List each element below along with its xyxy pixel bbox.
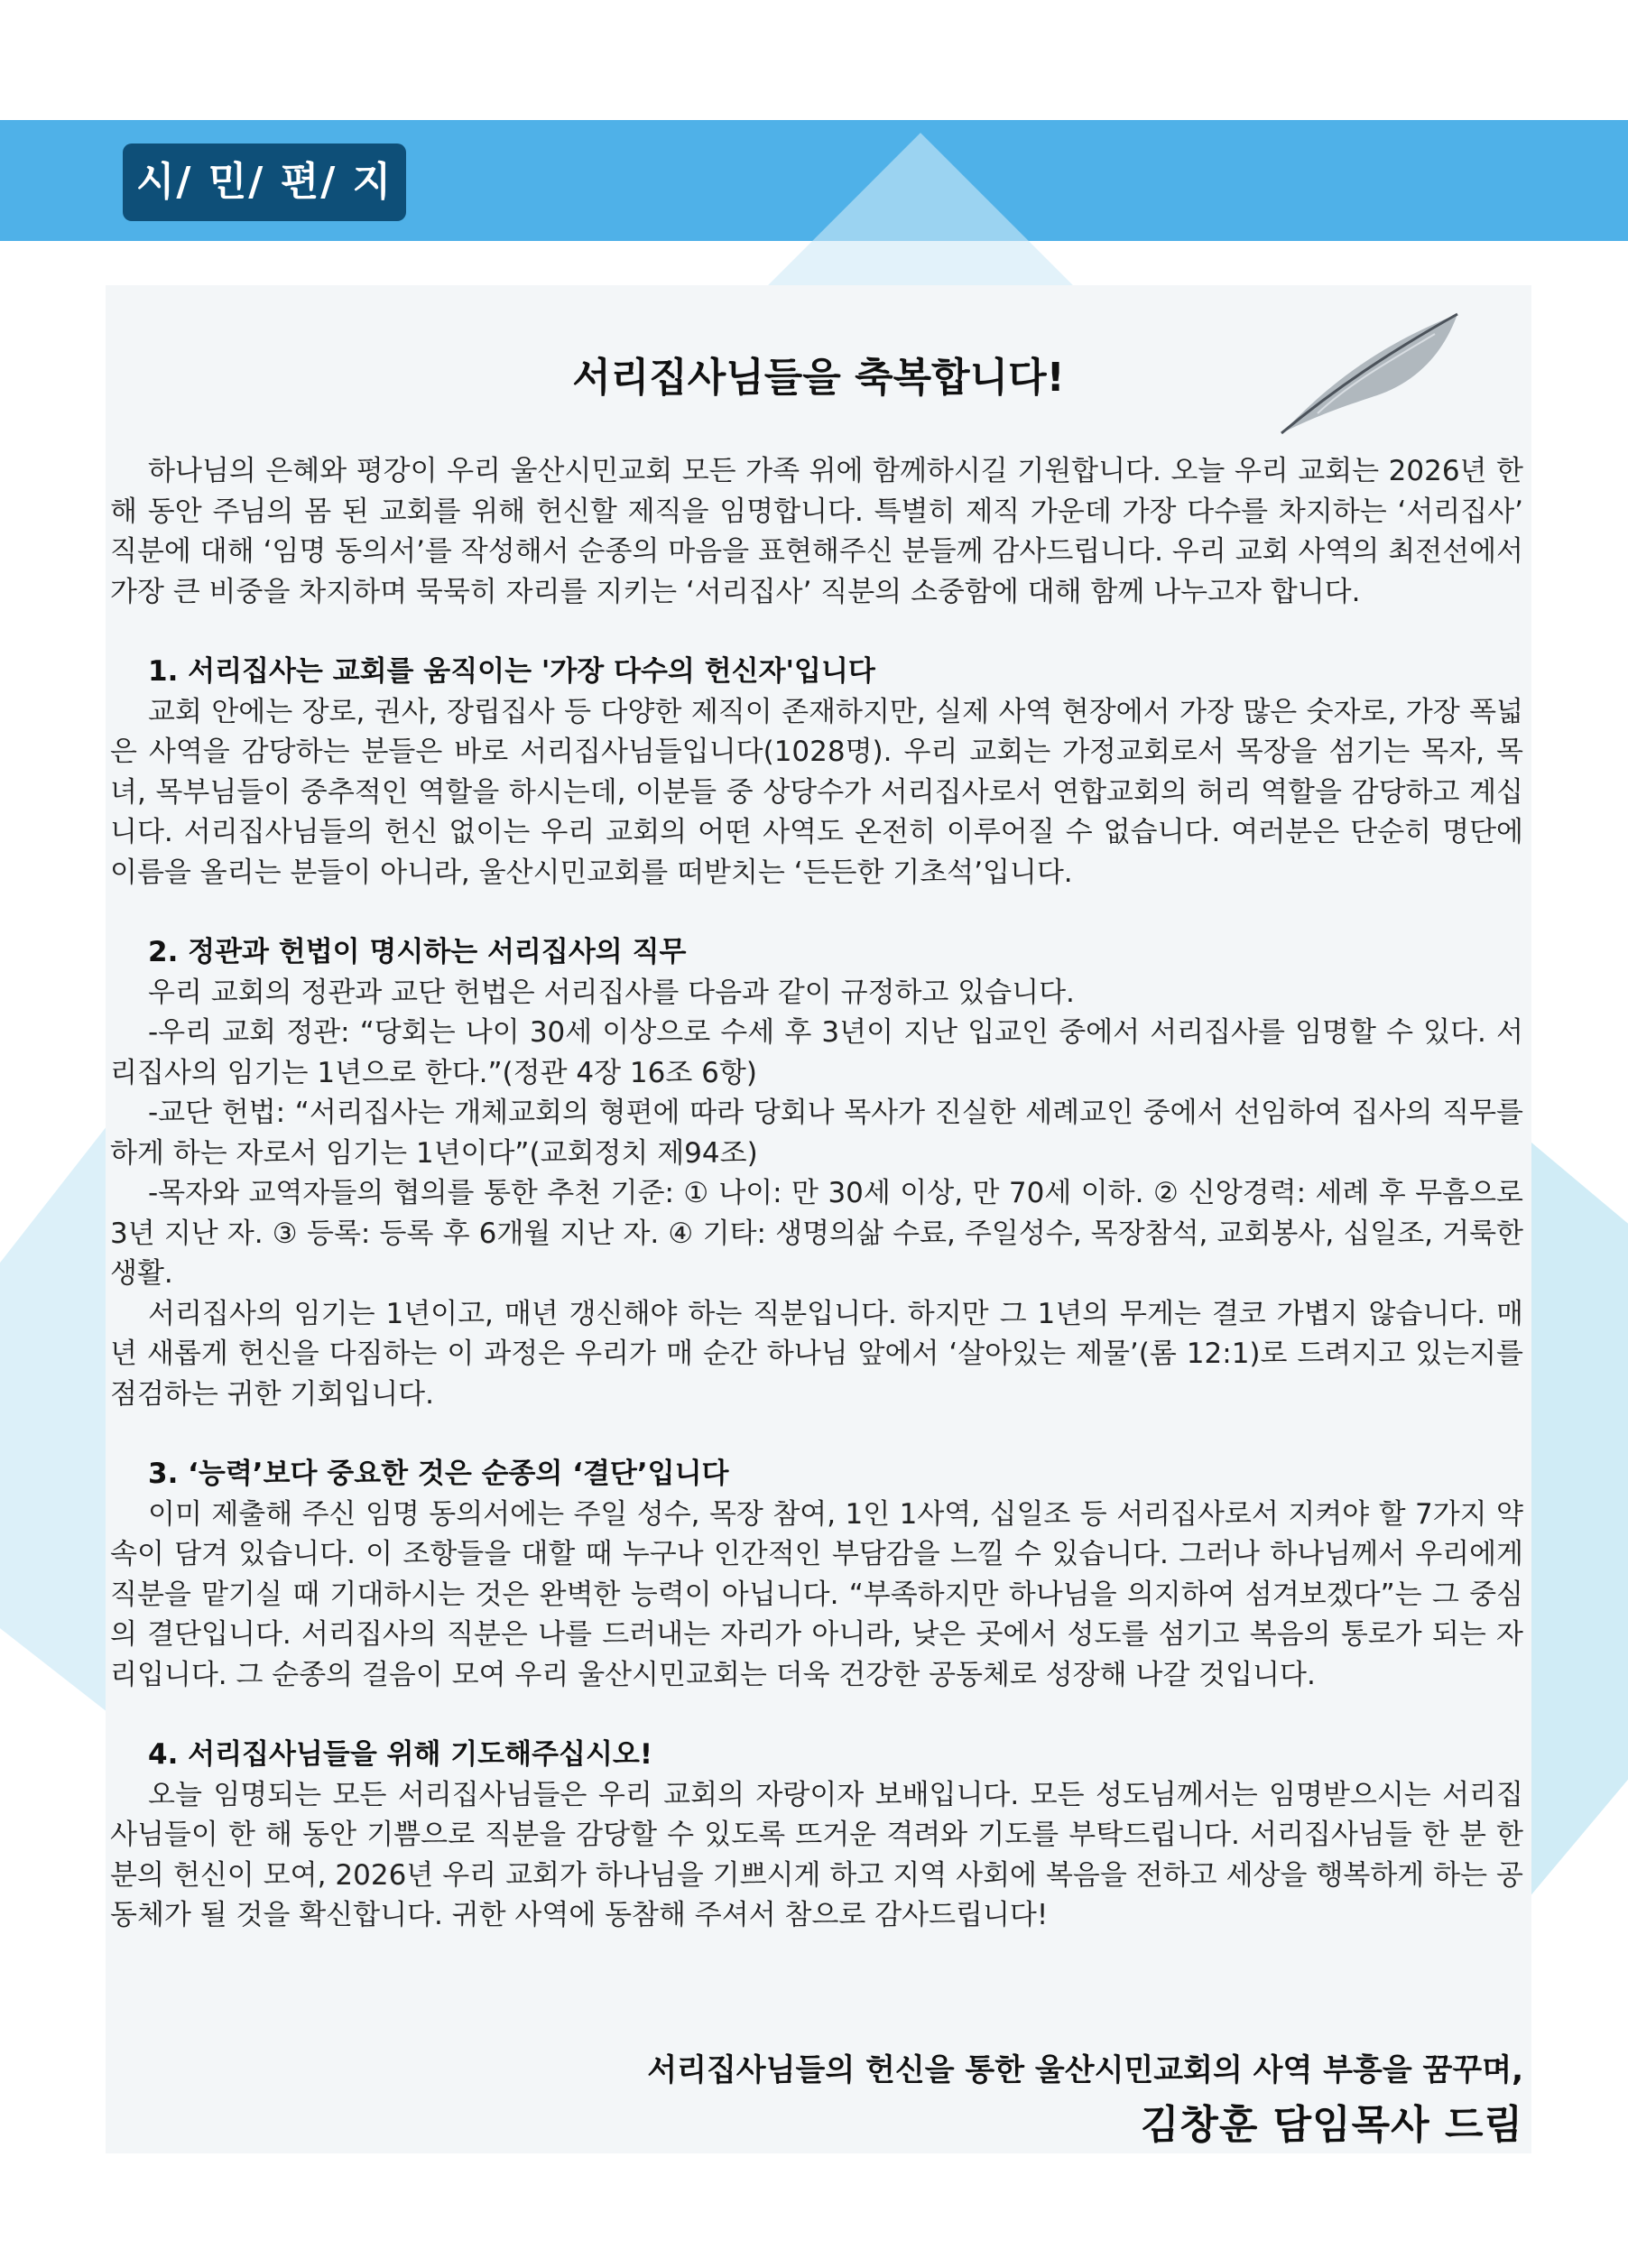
closing-line: 서리집사님들의 헌신을 통한 울산시민교회의 사역 부흥을 꿈꾸며, [647, 2052, 1523, 2088]
section-badge: 시/ 민/ 편/ 지 [123, 143, 406, 221]
signature: 김창훈 담임목사 드림 [1140, 2102, 1523, 2148]
letter-title: 서리집사님들을 축복합니다! [572, 355, 1065, 401]
section-paragraph: 오늘 임명되는 모든 서리집사님들은 우리 교회의 자랑이자 보배입니다. 모든 성도님께서는 임명받으시는 서리집사님들이 한 해 동안 기쁨으로 직분을 감당할 수 있도록 뜨거운 격려와 기도를 부탁드립니다. 서리집사님들 한 분 한 분의 헌신이 모여, 2026년 우리 교회가 하나님을 기쁘시게 하고 지역 사회에 복음을 전하고 세상을 행복하게 하는 공동체가 될 것을 확신합니다. 귀한 사역에 동참해 주셔서 참으로 감사드립니다! [110, 1778, 1523, 1931]
section-heading: 2. 정관과 헌법이 명시하는 서리집사의 직무 [148, 936, 687, 968]
section-heading: 4. 서리집사님들을 위해 기도해주십시오! [148, 1738, 652, 1771]
intro-paragraph: 하나님의 은혜와 평강이 우리 울산시민교회 모든 가족 위에 함께하시길 기원합니다. 오늘 우리 교회는 2026년 한 해 동안 주님의 몸 된 교회를 위해 헌신할 제직을 임명합니다. 특별히 제직 가운데 가장 다수를 차지하는 ‘서리집사’ 직분에 대해 ‘임명 동의서’를 작성해서 순종의 마음을 표현해주신 분들께 감사드립니다. 우리 교회 사역의 최전선에서 가장 큰 비중을 차지하며 묵묵히 자리를 지키는 ‘서리집사’ 직분의 소중함에 대해 함께 나누고자 합니다. [110, 455, 1523, 608]
section-paragraph: 우리 교회의 정관과 교단 헌법은 서리집사를 다음과 같이 규정하고 있습니다. [148, 976, 1075, 1009]
section-paragraph: -우리 교회 정관: “당회는 나이 30세 이상으로 수세 후 3년이 지난 입교인 중에서 서리집사를 임명할 수 있다. 서리집사의 임기는 1년으로 한다.”(정관 4장 16조 6항) [110, 1016, 1523, 1089]
section-heading: 3. ‘능력’보다 중요한 것은 순종의 ‘결단’입니다 [148, 1458, 729, 1490]
section-paragraph: 서리집사의 임기는 1년이고, 매년 갱신해야 하는 직분입니다. 하지만 그 1년의 무게는 결코 가볍지 않습니다. 매년 새롭게 헌신을 다짐하는 이 과정은 우리가 매 순간 하나님 앞에서 ‘살아있는 제물’(롬 12:1)로 드려지고 있는지를 점검하는 귀한 기회입니다. [110, 1297, 1523, 1411]
section-paragraph: 교회 안에는 장로, 권사, 장립집사 등 다양한 제직이 존재하지만, 실제 사역 현장에서 가장 많은 숫자로, 가장 폭넓은 사역을 감당하는 분들은 바로 서리집사님들입니다(1028명). 우리 교회는 가정교회로서 목장을 섬기는 목자, 목녀, 목부님들이 중추적인 역할을 하시는데, 이분들 중 상당수가 서리집사로서 연합교회의 허리 역할을 감당하고 계십니다. 서리집사님들의 헌신 없이는 우리 교회의 어떤 사역도 온전히 이루어질 수 없습니다. 여러분은 단순히 명단에 이름을 올리는 분들이 아니라, 울산시민교회를 떠받치는 ‘든든한 기초석’입니다. [110, 695, 1523, 889]
section-heading: 1. 서리집사는 교회를 움직이는 '가장 다수의 헌신자'입니다 [148, 655, 875, 688]
section-paragraph: 이미 제출해 주신 임명 동의서에는 주일 성수, 목장 참여, 1인 1사역, 십일조 등 서리집사로서 지켜야 할 7가지 약속이 담겨 있습니다. 이 조항들을 대할 때 누구나 인간적인 부담감을 느낄 수 있습니다. 그러나 하나님께서 우리에게 직분을 맡기실 때 기대하시는 것은 완벽한 능력이 아닙니다. “부족하지만 하나님을 의지하여 섬겨보겠다”는 그 중심의 결단입니다. 서리집사의 직분은 나를 드러내는 자리가 아니라, 낮은 곳에서 성도를 섬기고 복음의 통로가 되는 자리입니다. 그 순종의 걸음이 모여 우리 울산시민교회는 더욱 건강한 공동체로 성장해 나갈 것입니다. [110, 1497, 1523, 1691]
letter-body [110, 451, 1523, 1936]
section-paragraph: -교단 헌법: “서리집사는 개체교회의 형편에 따라 당회나 목사가 진실한 세례교인 중에서 선임하여 집사의 직무를 하게 하는 자로서 임기는 1년이다”(교회정치 제94조) [110, 1097, 1523, 1170]
section-paragraph: -목자와 교역자들의 협의를 통한 추천 기준: ① 나이: 만 30세 이상, 만 70세 이하. ② 신앙경력: 세례 후 무흠으로 3년 지난 자. ③ 등록: 등록 후 6개월 지난 자. ④ 기타: 생명의삶 수료, 주일성수, 목장참석, 교회봉사, 십일조, 거룩한 생활. [110, 1177, 1523, 1290]
